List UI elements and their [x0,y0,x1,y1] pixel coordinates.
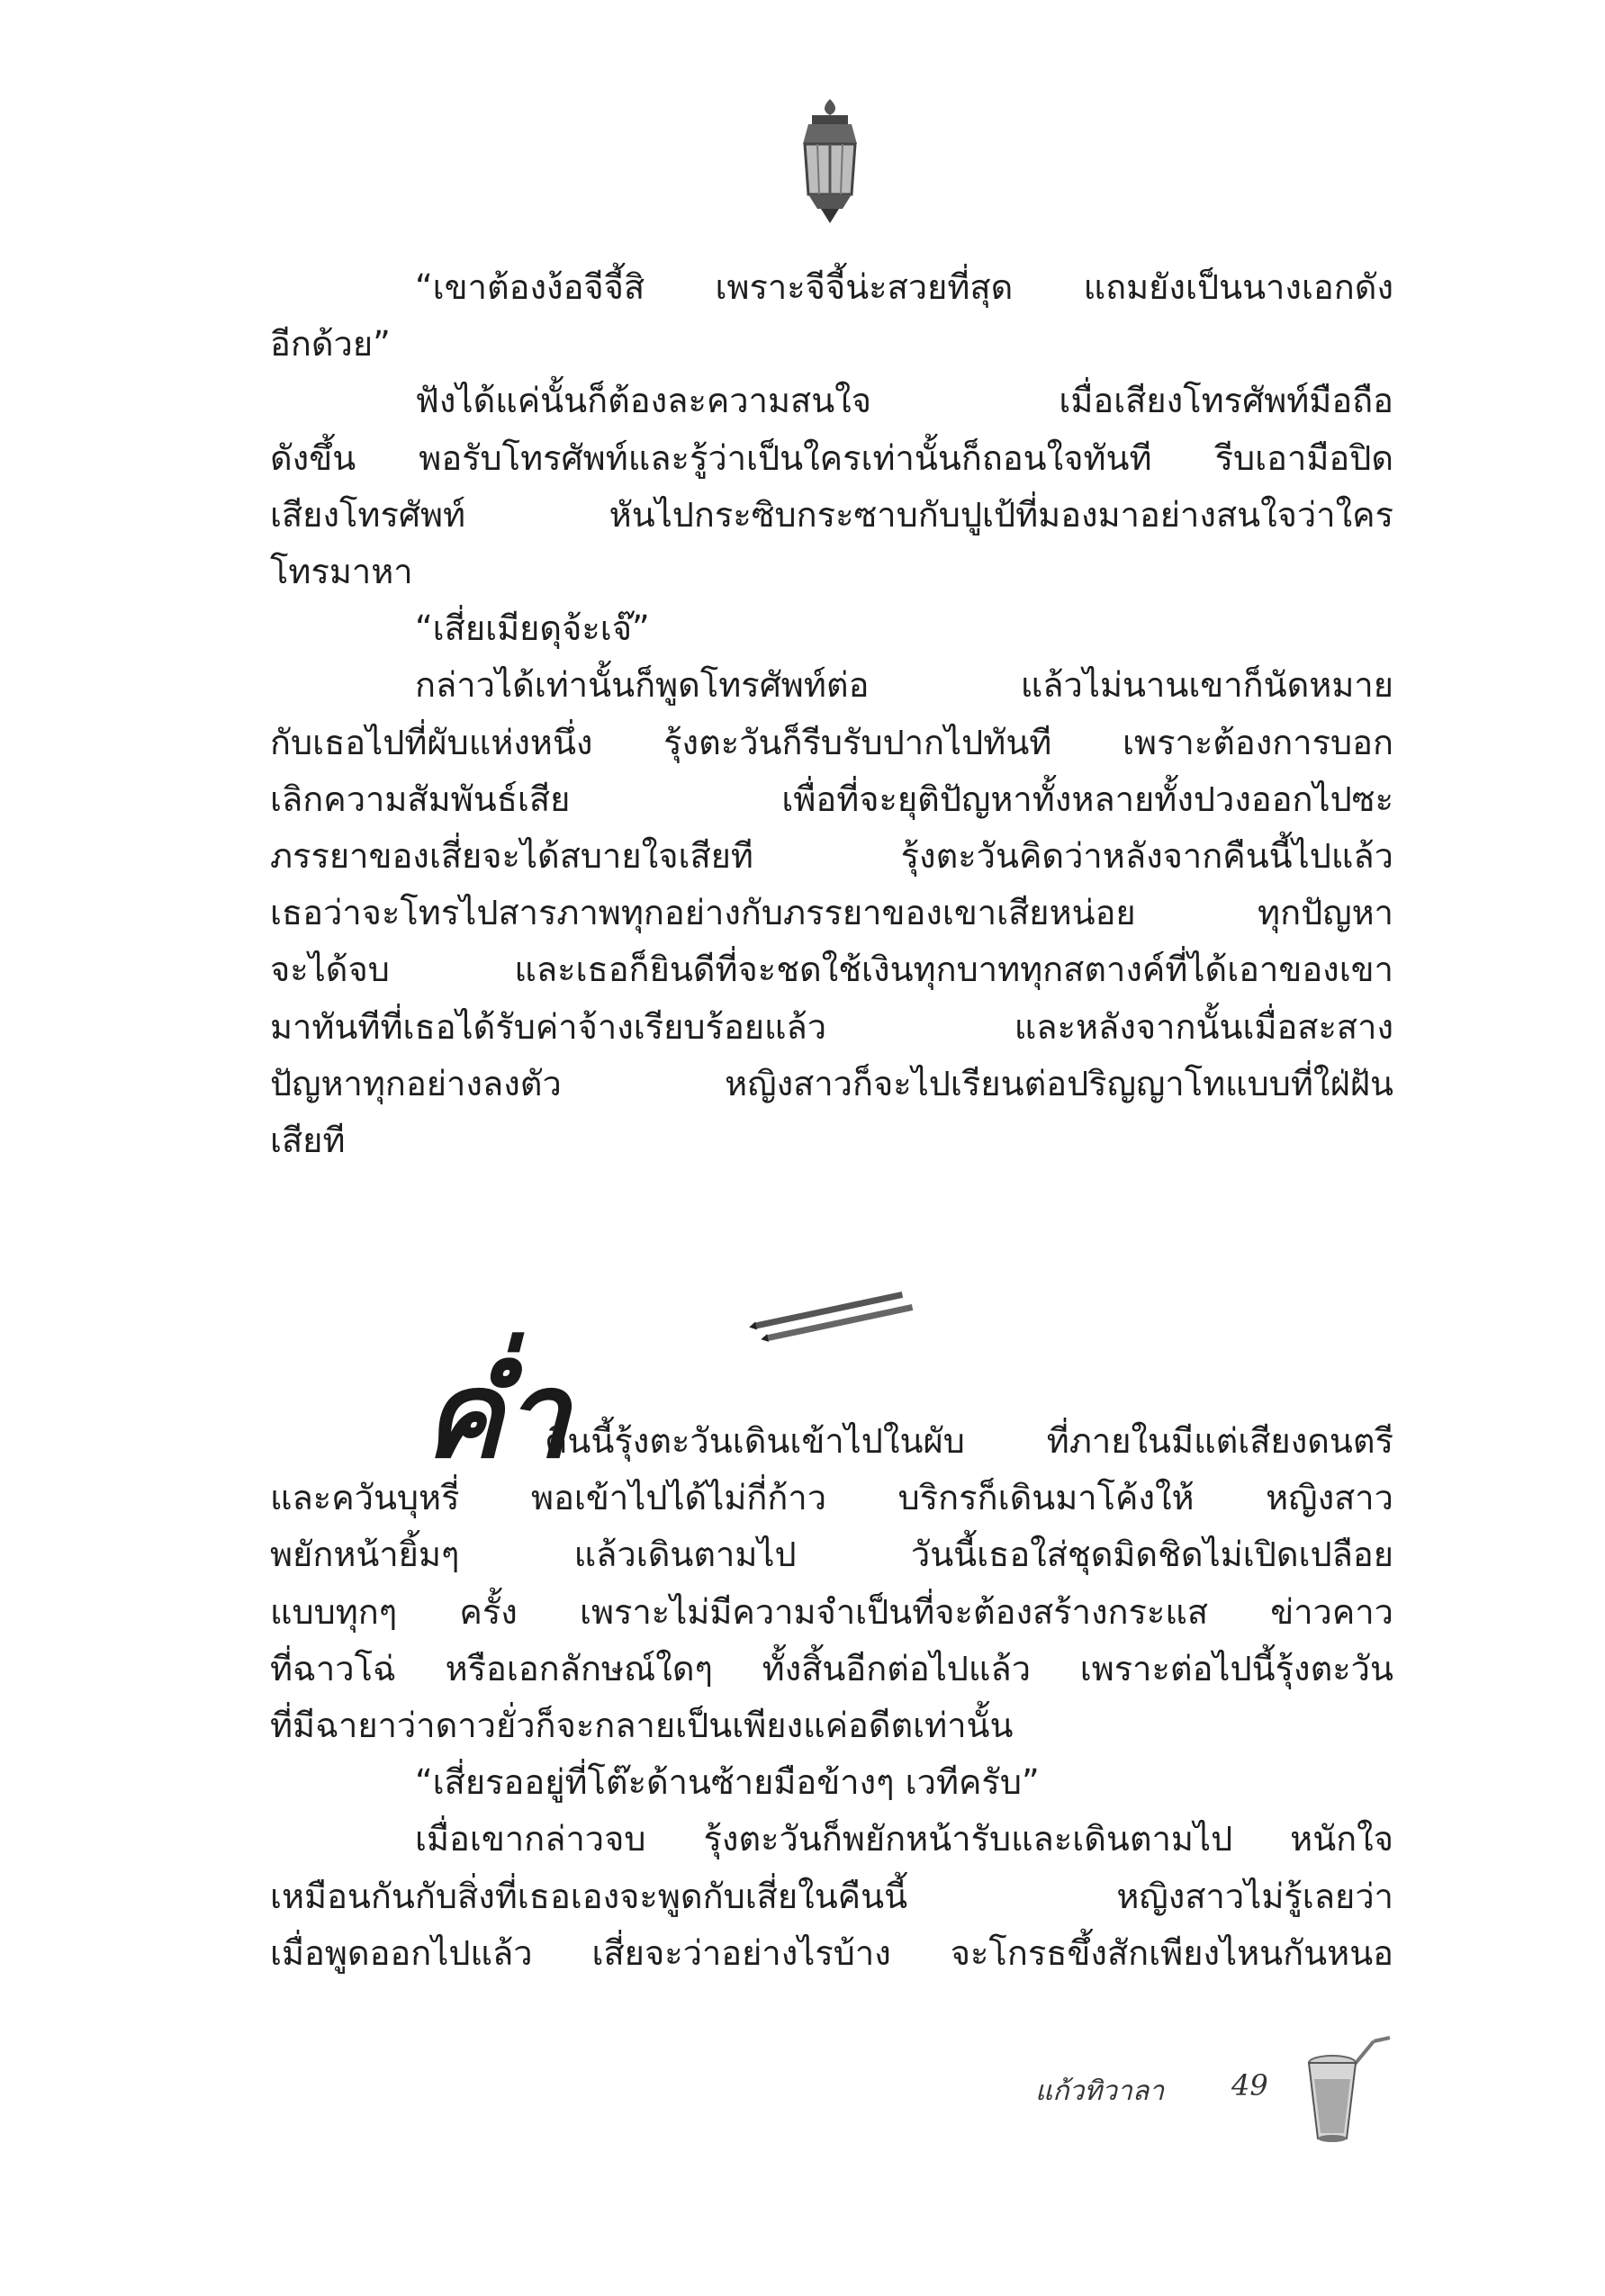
text-line: ฟังได้แค่นั้นก็ต้องละความสนใจ เมื่อเสียงโทรศัพท์มือถือ [415,381,1393,421]
footer-book-title: แก้วทิวาลา [1035,2075,1165,2107]
text-line: เมื่อเขากล่าวจบ รุ้งตะวันก็พยักหน้ารับและเดินตามไป หนักใจ [415,1819,1393,1859]
text-line: เสียที [270,1121,346,1161]
text-line: “เขาต้องง้อจีจี้สิ เพราะจีจี้น่ะสวยที่สุด แถมยังเป็นนางเอกดัง [415,267,1393,307]
text-line: กับเธอไปที่ผับแห่งหนึ่ง รุ้งตะวันก็รีบรับปากไปทันที เพราะต้องการบอก [270,722,1393,762]
dropcap-line-text: คืนนี้รุ้งตะวันเดินเข้าไปในผับ ที่ภายในมีแต่เสียงดนตรี [545,1421,1393,1461]
text-line: แบบทุกๆ ครั้ง เพราะไม่มีความจำเป็นที่จะต้องสร้างกระแส ข่าวคาว [270,1591,1393,1632]
text-line: เหมือนกันกับสิ่งที่เธอเองจะพูดกับเสี่ยในคืนนี้ หญิงสาวไม่รู้เลยว่า [270,1876,1393,1916]
text-line: และควันบุหรี่ พอเข้าไปได้ไม่กี่ก้าว บริกรก็เดินมาโค้งให้ หญิงสาว [270,1478,1393,1518]
text-line: เธอว่าจะโทรไปสารภาพทุกอย่างกับภรรยาของเขาเสียหน่อย ทุกปัญหา [270,893,1393,933]
text-line: จะได้จบ และเธอก็ยินดีที่จะชดใช้เงินทุกบาททุกสตางค์ที่ได้เอาของเขา [270,950,1393,990]
text-line: ดังขึ้น พอรับโทรศัพท์และรู้ว่าเป็นใครเท่านั้นก็ถอนใจทันที รีบเอามือปิด [270,437,1393,478]
paragraph-block-2 [270,1346,1393,1982]
text-line: ปัญหาทุกอย่างลงตัว หญิงสาวก็จะไปเรียนต่อปริญญาโทแบบที่ใฝ่ฝัน [270,1063,1393,1103]
page-number: 49 [1231,2068,1268,2102]
text-line: ที่มีฉายาว่าดาวยั่วก็จะกลายเป็นเพียงแค่อดีตเท่านั้น [270,1706,1014,1746]
lantern-icon [789,97,871,225]
text-line: อีกด้วย” [270,324,391,365]
text-line: โทรมาหา [270,552,413,592]
text-line: “เสี่ยเมียดุจ้ะเจ๊” [415,608,650,649]
dropcap-line [270,1346,1393,1486]
text-line: เมื่อพูดออกไปแล้ว เสี่ยจะว่าอย่างไรบ้าง จะโกรธขึ้งสักเพียงไหนกันหนอ [270,1932,1393,1973]
text-line: กล่าวได้เท่านั้นก็พูดโทรศัพท์ต่อ แล้วไม่นานเขาก็นัดหมาย [415,665,1393,706]
text-line: “เสี่ยรออยู่ที่โต๊ะด้านซ้ายมือข้างๆ เวทีครับ” [415,1762,1040,1803]
text-line: เสียงโทรศัพท์ หันไปกระซิบกระซาบกับปูเป้ที่มองมาอย่างสนใจว่าใคร [270,494,1393,535]
text-line: มาทันทีที่เธอได้รับค่าจ้างเรียบร้อยแล้ว และหลังจากนั้นเมื่อสะสาง [270,1006,1393,1047]
text-line: เลิกความสัมพันธ์เสีย เพื่อที่จะยุติปัญหาทั้งหลายทั้งปวงออกไปซะ [270,779,1393,819]
text-line: ที่ฉาวโฉ่ หรือเอกลักษณ์ใดๆ ทั้งสิ้นอีกต่อไปแล้ว เพราะต่อไปนี้รุ้งตะวัน [270,1648,1393,1688]
glass-icon [1296,2036,1395,2144]
pencils-icon [745,1287,916,1348]
drop-cap: ค่ำ [423,1346,570,1486]
paragraph-block-1 [270,259,1393,1169]
text-line: พยักหน้ายิ้มๆ แล้วเดินตามไป วันนี้เธอใส่ชุดมิดชิดไม่เปิดเปลือย [270,1535,1393,1575]
text-line: ภรรยาของเสี่ยจะได้สบายใจเสียที รุ้งตะวันคิดว่าหลังจากคืนนี้ไปแล้ว [270,836,1393,877]
